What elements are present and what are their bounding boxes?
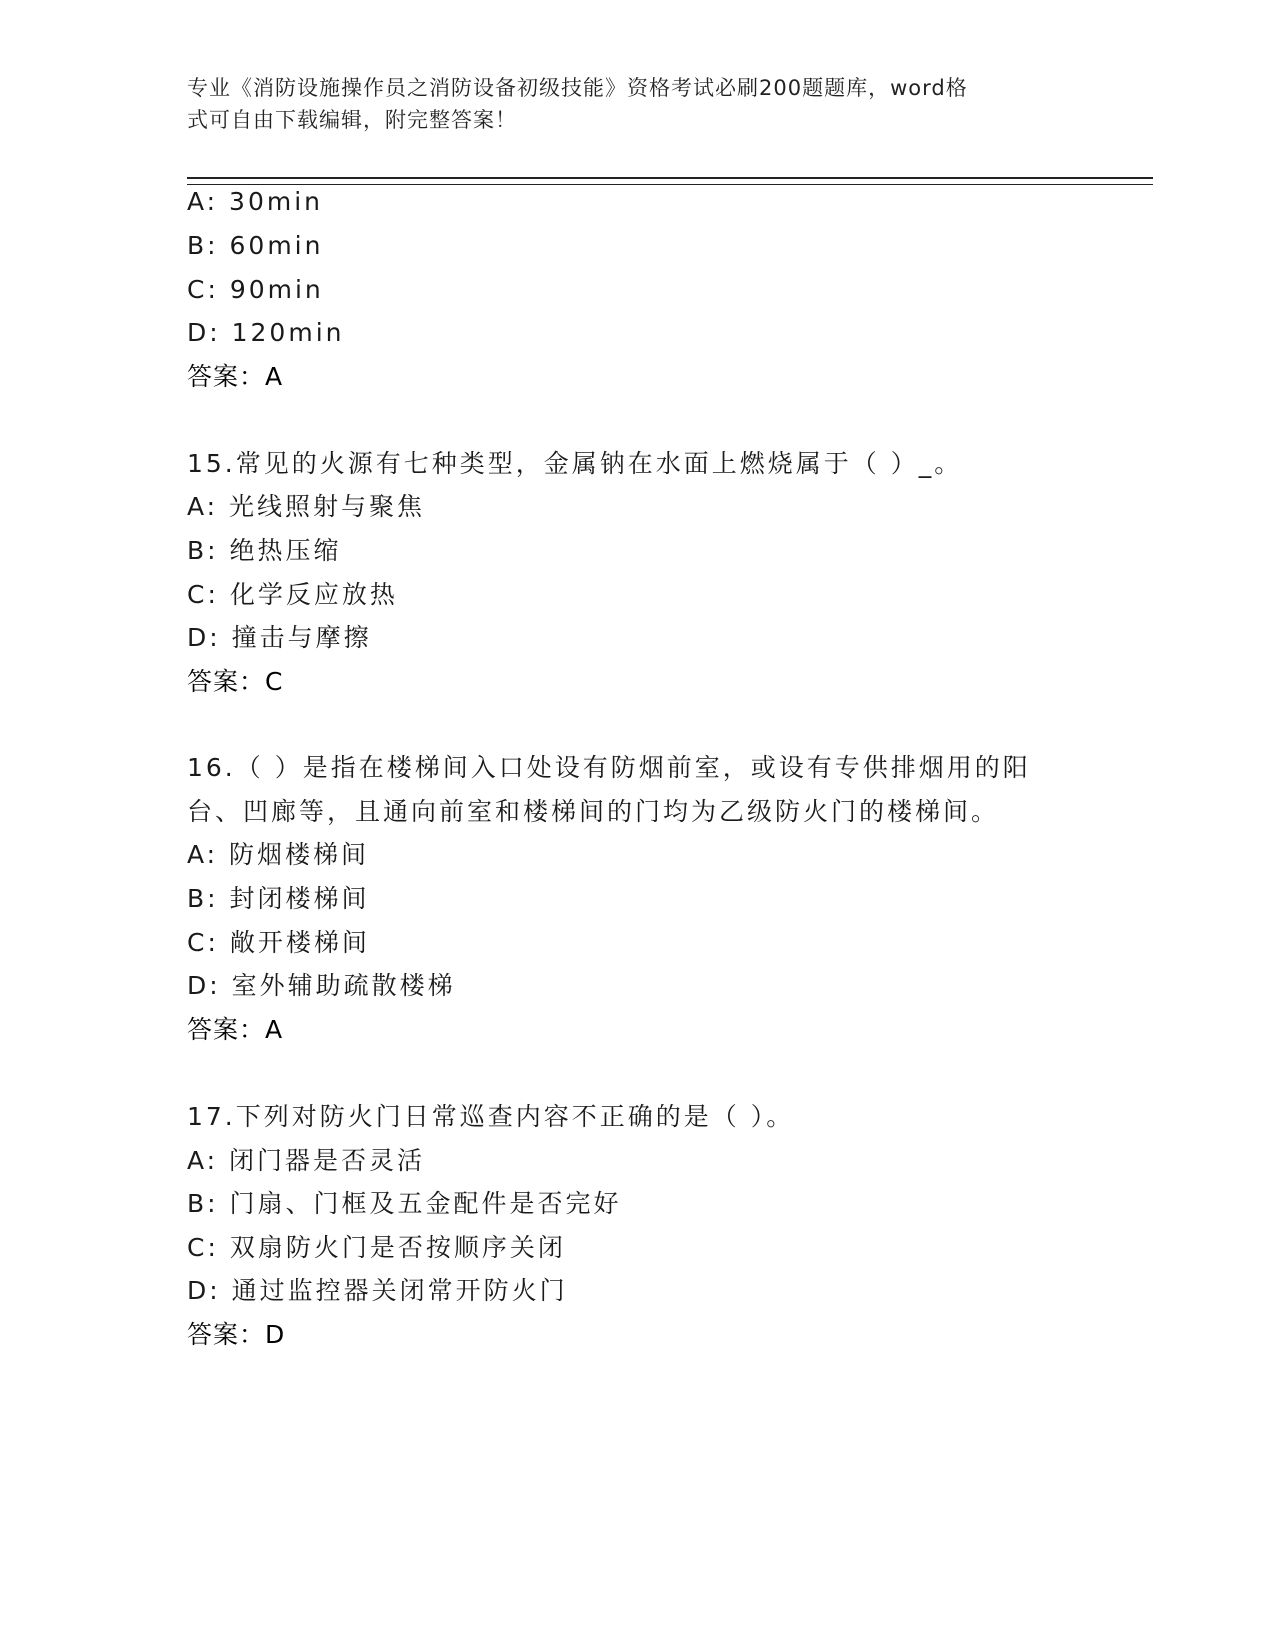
document-header: [187, 72, 1067, 136]
q15-option-c: C: 化学反应放热: [187, 580, 398, 609]
q15-option-a: A: 光线照射与聚焦: [187, 492, 426, 521]
q16-option-d: D: 室外辅助疏散楼梯: [187, 971, 456, 1000]
q14-option-c: C: 90min: [187, 275, 324, 304]
q17-option-a: A: 闭门器是否灵活: [187, 1146, 426, 1175]
q16-option-b: B: 封闭楼梯间: [187, 884, 370, 913]
q14-option-b: B: 60min: [187, 231, 324, 260]
header-line-1: 专业《消防设施操作员之消防设备初级技能》资格考试必刷200题题库，word格: [187, 76, 968, 100]
q14-answer: 答案：A: [187, 362, 284, 391]
q14-option-d: D: 120min: [187, 318, 345, 347]
q17-option-c: C: 双扇防火门是否按顺序关闭: [187, 1233, 566, 1262]
q17-answer: 答案：D: [187, 1320, 286, 1349]
q15-option-b: B: 绝热压缩: [187, 536, 342, 565]
q17-option-d: D: 通过监控器关闭常开防火门: [187, 1276, 568, 1305]
q15-option-d: D: 撞击与摩擦: [187, 623, 372, 652]
q17-option-b: B: 门扇、门框及五金配件是否完好: [187, 1189, 622, 1218]
q15-stem: 15.常见的火源有七种类型，金属钠在水面上燃烧属于（ ）_。: [187, 449, 963, 478]
q16-option-a: A: 防烟楼梯间: [187, 840, 370, 869]
header-divider: [187, 177, 1153, 185]
q15-answer: 答案：C: [187, 667, 284, 696]
q16-answer: 答案：A: [187, 1015, 284, 1044]
q16-stem-line-1: 16.（ ）是指在楼梯间入口处设有防烟前室，或设有专供排烟用的阳: [187, 753, 1031, 782]
q16-stem-line-2: 台、凹廊等，且通向前室和楼梯间的门均为乙级防火门的楼梯间。: [187, 797, 1000, 826]
q16-option-c: C: 敞开楼梯间: [187, 928, 370, 957]
q17-stem: 17.下列对防火门日常巡查内容不正确的是（ ）。: [187, 1102, 795, 1131]
q14-option-a: A: 30min: [187, 187, 323, 216]
header-line-2: 式可自由下载编辑，附完整答案！: [187, 108, 517, 132]
